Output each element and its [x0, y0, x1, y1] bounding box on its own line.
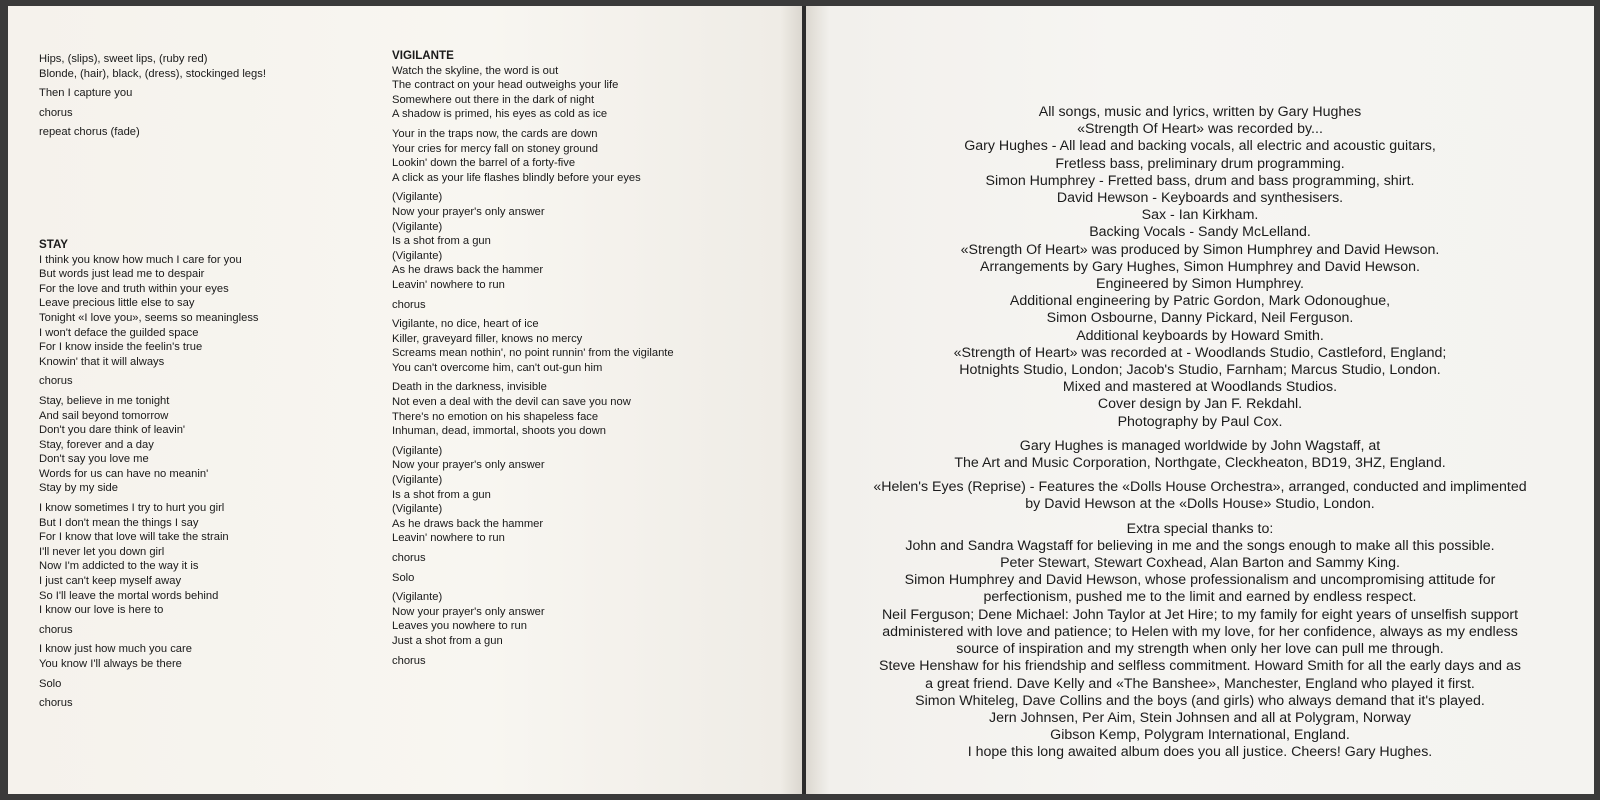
lyric-line: (Vigilante) [392, 591, 443, 604]
lyric-line: chorus [392, 654, 426, 667]
lyric-line: Death in the darkness, invisible [392, 381, 547, 394]
lyric-line: I think you know how much I care for you [39, 253, 242, 266]
lyric-line: Leave precious little else to say [39, 297, 195, 310]
credits-line: «Helen's Eyes (Reprise) - Features the «Dolls House Orchestra», arranged, conducted and implimented [873, 479, 1527, 496]
credits-line: Fretless bass, preliminary drum programming. [1055, 155, 1345, 172]
credits-line: Steve Henshaw for his friendship and selfless commitment. Howard Smith for all the early days and as [879, 658, 1521, 675]
lyric-line: I know sometimes I try to hurt you girl [39, 502, 225, 515]
credits-line: Cover design by Jan F. Rekdahl. [1097, 396, 1303, 413]
lyric-line: Knowin' that it will always [39, 355, 165, 368]
lyric-line: (Vigilante) [392, 220, 443, 233]
lyric-line: As he draws back the hammer [392, 517, 544, 530]
credits-line: Extra special thanks to: [1126, 520, 1274, 537]
lyric-line: But I don't mean the things I say [39, 516, 199, 529]
credits-paragraph [806, 521, 1594, 762]
lyric-line: (Vigilante) [392, 249, 443, 262]
lyric-line: Blonde, (hair), black, (dress), stockinged legs! [39, 67, 266, 80]
lyric-line: chorus [392, 552, 426, 564]
lyrics-column-left [39, 52, 359, 711]
lyric-line: I won't deface the guilded space [39, 326, 199, 339]
lyric-line: For the love and truth within your eyes [39, 282, 229, 295]
lyric-line: You know I'll always be there [39, 658, 182, 670]
lyric-line: There's no emotion on his shapeless face [392, 410, 599, 423]
credits-line: Gibson Kemp, Polygram International, England. [1050, 727, 1350, 744]
credits-line: Sax - Ian Kirkham. [1141, 207, 1259, 224]
credits-paragraph [806, 438, 1594, 472]
lyric-line: Somewhere out there in the dark of night [392, 93, 595, 106]
lyric-line: chorus [39, 697, 73, 710]
lyric-line: Now your prayer's only answer [392, 605, 545, 618]
lyric-line: Not even a deal with the devil can save you now [392, 396, 631, 409]
lyric-line: chorus [392, 298, 426, 311]
credits-line: I hope this long awaited album does you all justice. Cheers! Gary Hughes. [967, 744, 1433, 761]
lyric-line: And sail beyond tomorrow [39, 409, 169, 422]
lyric-line: Then I capture you [39, 87, 133, 100]
credits-line: The Art and Music Corporation, Northgate, Cleckheaton, BD19, 3HZ, England. [954, 455, 1446, 472]
credits-line: a great friend. Dave Kelly and «The Banshee», Manchester, England who played it first. [925, 675, 1475, 692]
credits-line: Mixed and mastered at Woodlands Studios. [1062, 379, 1338, 396]
lyric-line: You can't overcome him, can't out-gun him [392, 361, 603, 374]
lyric-line: Now your prayer's only answer [392, 205, 545, 218]
lyric-line: I'll never let you down girl [39, 545, 165, 558]
lyric-line: The contract on your head outweighs your life [392, 79, 619, 92]
lyric-line: Stay, forever and a day [39, 438, 154, 451]
lyric-line: I know just how much you care [39, 643, 192, 656]
lyric-line: Is a shot from a gun [392, 488, 491, 501]
credits-line: Engineered by Simon Humphrey. [1096, 276, 1304, 293]
credits-line: Additional engineering by Patric Gordon, Mark Odonoughue, [1009, 293, 1391, 310]
lyric-line: I just can't keep myself away [39, 575, 182, 588]
credits-line: Simon Osbourne, Danny Pickard, Neil Ferguson. [1046, 310, 1354, 327]
credits-line: Simon Humphrey and David Hewson, whose professionalism and uncompromising attitude for [904, 572, 1496, 589]
lyric-line: Now I'm addicted to the way it is [39, 560, 199, 573]
lyric-line: So I'll leave the mortal words behind [39, 589, 219, 602]
credits-paragraph [806, 104, 1594, 431]
lyric-line: Your in the traps now, the cards are down [392, 127, 598, 140]
lyric-line: Stay by my side [39, 482, 118, 495]
credits-line: source of inspiration and my strength when only her love can pull me through. [956, 641, 1444, 658]
song-title-stay: STAY [39, 237, 68, 251]
credits-line: David Hewson - Keyboards and synthesisers. [1056, 190, 1344, 207]
lyric-line: Solo [39, 677, 62, 690]
lyrics-column-vigilante [392, 49, 722, 668]
lyric-line: Vigilante, no dice, heart of ice [392, 318, 539, 331]
lyric-line: Killer, graveyard filler, knows no mercy [392, 332, 583, 345]
credits-line: administered with love and patience; to Helen with my love, for her confidence, always as my endless [882, 623, 1518, 640]
credits-line: by David Hewson at the «Dolls House» Studio, London. [1025, 496, 1375, 513]
lyric-line: Screams mean nothin', no point runnin' from the vigilante [392, 347, 674, 360]
lyric-line: Hips, (slips), sweet lips, (ruby red) [39, 53, 208, 65]
credits-line: «Strength Of Heart» was recorded by... [1077, 121, 1323, 138]
lyric-line: Leaves you nowhere to run [392, 620, 527, 633]
credits-line: Backing Vocals - Sandy McLelland. [1089, 224, 1311, 241]
lyric-line: repeat chorus (fade) [39, 126, 140, 139]
credits-line: perfectionism, pushed me to the limit and earned by endless respect. [983, 589, 1417, 606]
lyric-line: Solo [392, 571, 415, 584]
lyric-line: chorus [39, 106, 73, 119]
lyric-line: Now your prayer's only answer [392, 459, 545, 472]
lyric-line: Leavin' nowhere to run [392, 278, 505, 291]
section-gap [39, 140, 359, 238]
album-credits [806, 104, 1594, 769]
lyric-line: (Vigilante) [392, 503, 443, 516]
lyric-line: Lookin' down the barrel of a forty-five [392, 157, 576, 170]
credits-line: Jern Johnsen, Per Aim, Stein Johnsen and all at Polygram, Norway [989, 709, 1411, 726]
lyric-line: Just a shot from a gun [392, 634, 503, 647]
lyric-line: chorus [39, 375, 73, 388]
credits-line: Peter Stewart, Stewart Coxhead, Alan Barton and Sammy King. [1000, 555, 1400, 572]
lyric-line: Tonight «I love you», seems so meaningless [39, 311, 259, 324]
lyric-line: Your cries for mercy fall on stoney ground [392, 142, 599, 155]
lyric-line: Inhuman, dead, immortal, shoots you down [392, 425, 606, 438]
credits-line: Gary Hughes - All lead and backing vocals, all electric and acoustic guitars, [964, 138, 1436, 155]
lyric-line: But words just lead me to despair [39, 268, 205, 281]
lyric-line: A shadow is primed, his eyes as cold as ice [392, 108, 608, 121]
lyric-line: Leavin' nowhere to run [392, 532, 505, 545]
credits-line: Additional keyboards by Howard Smith. [1076, 327, 1324, 344]
credits-line: «Strength of Heart» was recorded at - Woodlands Studio, Castleford, England; [953, 344, 1447, 361]
lyric-line: (Vigilante) [392, 191, 443, 204]
credits-line: Simon Humphrey - Fretted bass, drum and bass programming, shirt. [985, 172, 1415, 189]
lyric-line: Watch the skyline, the word is out [392, 64, 559, 77]
credits-line: Arrangements by Gary Hughes, Simon Humphrey and David Hewson. [979, 258, 1420, 275]
credits-line: All songs, music and lyrics, written by Gary Hughes [1038, 104, 1362, 120]
lyric-line: I know our love is here to [39, 604, 164, 617]
credits-paragraph [806, 479, 1594, 513]
credits-line: «Strength Of Heart» was produced by Simon Humphrey and David Hewson. [960, 241, 1440, 258]
lyric-line: Words for us can have no meanin' [39, 467, 209, 480]
lyric-line: (Vigilante) [392, 474, 443, 487]
credits-line: Neil Ferguson; Dene Michael: John Taylor at Jet Hire; to my family for eight years of unselfish support [881, 606, 1519, 623]
credits-line: Photography by Paul Cox. [1117, 413, 1283, 430]
credits-line: Gary Hughes is managed worldwide by John Wagstaff, at [1019, 437, 1381, 454]
song-title-vigilante: VIGILANTE [392, 49, 454, 62]
lyric-line: For I know that love will take the strain [39, 531, 229, 544]
lyric-line: Don't say you love me [39, 453, 149, 466]
lyric-line: Don't you dare think of leavin' [39, 424, 186, 437]
lyric-line: Stay, believe in me tonight [39, 394, 170, 407]
lyric-line: A click as your life flashes blindly before your eyes [392, 171, 641, 184]
lyric-line: chorus [39, 623, 73, 636]
lyric-line: For I know inside the feelin's true [39, 341, 203, 354]
credits-line: John and Sandra Wagstaff for believing in me and the songs enough to make all this possible. [905, 537, 1495, 554]
credits-line: Simon Whiteleg, Dave Collins and the boys (and girls) who always demand that it's played. [915, 692, 1485, 709]
lyric-line: Is a shot from a gun [392, 235, 491, 248]
credits-line: Hotnights Studio, London; Jacob's Studio, Farnham; Marcus Studio, London. [959, 362, 1441, 379]
lyric-line: (Vigilante) [392, 444, 443, 457]
lyric-line: As he draws back the hammer [392, 264, 544, 277]
